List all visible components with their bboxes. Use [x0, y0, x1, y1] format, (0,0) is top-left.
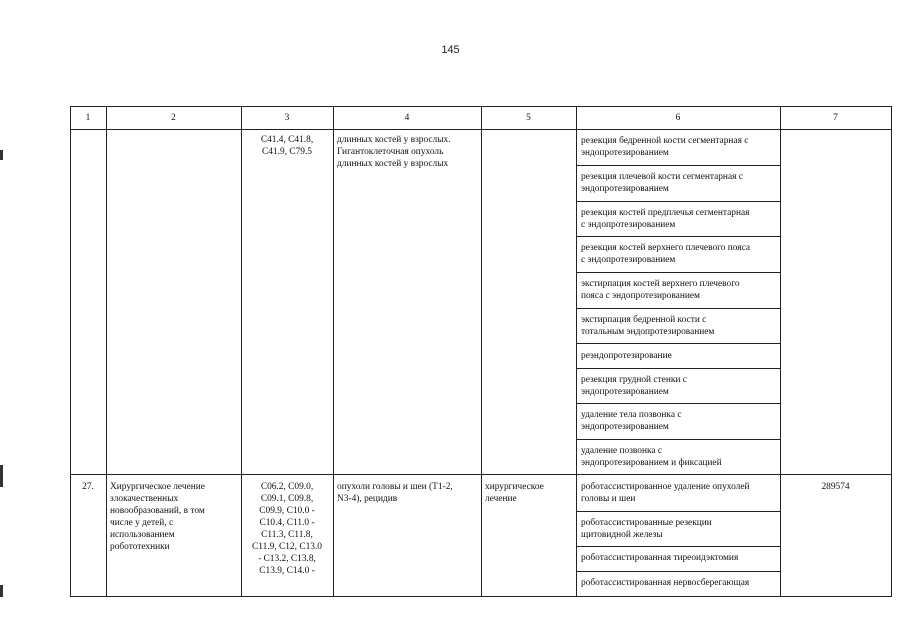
header-col-7: 7	[833, 113, 838, 123]
diagnosis-cell: опухоли головы и шеи (T1-2, N3-4), рецидив	[337, 482, 453, 504]
header-col-1: 1	[85, 113, 91, 123]
header-col-2: 2	[171, 113, 176, 123]
procedure-item: роботассистированная нервосберегающая	[581, 578, 750, 588]
page-number: 145	[441, 44, 460, 56]
procedure-item: роботассистированные резекции щитовидной железы	[581, 518, 712, 540]
procedure-item: экстирпация бедренной кости с тотальным эндопротезированием	[581, 315, 715, 337]
procedure-item: резекция костей предплечья сегментарная с эндопротезированием	[581, 208, 750, 230]
header-col-4: 4	[404, 113, 410, 123]
procedure-item: резекция костей верхнего плечевого пояса с эндопротезированием	[581, 243, 751, 265]
treatment-type-cell: хирургическое лечение	[485, 482, 544, 504]
header-col-5: 5	[526, 113, 531, 123]
scan-edge-mark	[0, 465, 3, 487]
procedure-item: резекция плечевой кости сегментарная с эндопротезированием	[581, 172, 743, 194]
procedure-item: удаление позвонка с эндопротезированием и фиксацией	[581, 446, 722, 468]
procedure-item: реэндопротезирование	[581, 351, 672, 361]
price-cell: 289574	[821, 482, 850, 492]
diagnosis-cell: длинных костей у взрослых. Гигантоклеточная опухоль длинных костей у взрослых	[337, 135, 451, 169]
procedure-item: резекция бедренной кости сегментарная с эндопротезированием	[581, 136, 749, 158]
scan-edge-mark	[0, 150, 3, 160]
header-col-6: 6	[675, 113, 681, 123]
procedure-item: экстирпация костей верхнего плечевого пояса с эндопротезированием	[581, 279, 740, 301]
procedure-item: удаление тела позвонка с эндопротезированием	[581, 410, 682, 432]
diagnosis-codes-cell: C41.4, C41.8, C41.9, C79.5	[260, 135, 314, 157]
row-number: 27.	[82, 482, 94, 492]
treatment-name-cell: Хирургическое лечение злокачественных новообразований, в том числе у детей, с использованием робототехники	[110, 482, 205, 552]
procedure-item: роботассистированная тиреоидэктомия	[581, 553, 739, 563]
scan-edge-mark	[0, 585, 3, 597]
procedure-item: роботассистированное удаление опухолей головы и шеи	[581, 482, 750, 504]
header-col-3: 3	[284, 113, 290, 123]
diagnosis-codes-cell: C06.2, C09.0, C09.1, C09.8, C09.9, C10.0 - C10.4, C11.0 - C11.3, C11.8, C11.9, C12, C13.0 - C13.2, C13.8, C13.9, C14.0 -	[252, 482, 322, 576]
procedure-item: резекция грудной стенки с эндопротезированием	[581, 375, 687, 397]
